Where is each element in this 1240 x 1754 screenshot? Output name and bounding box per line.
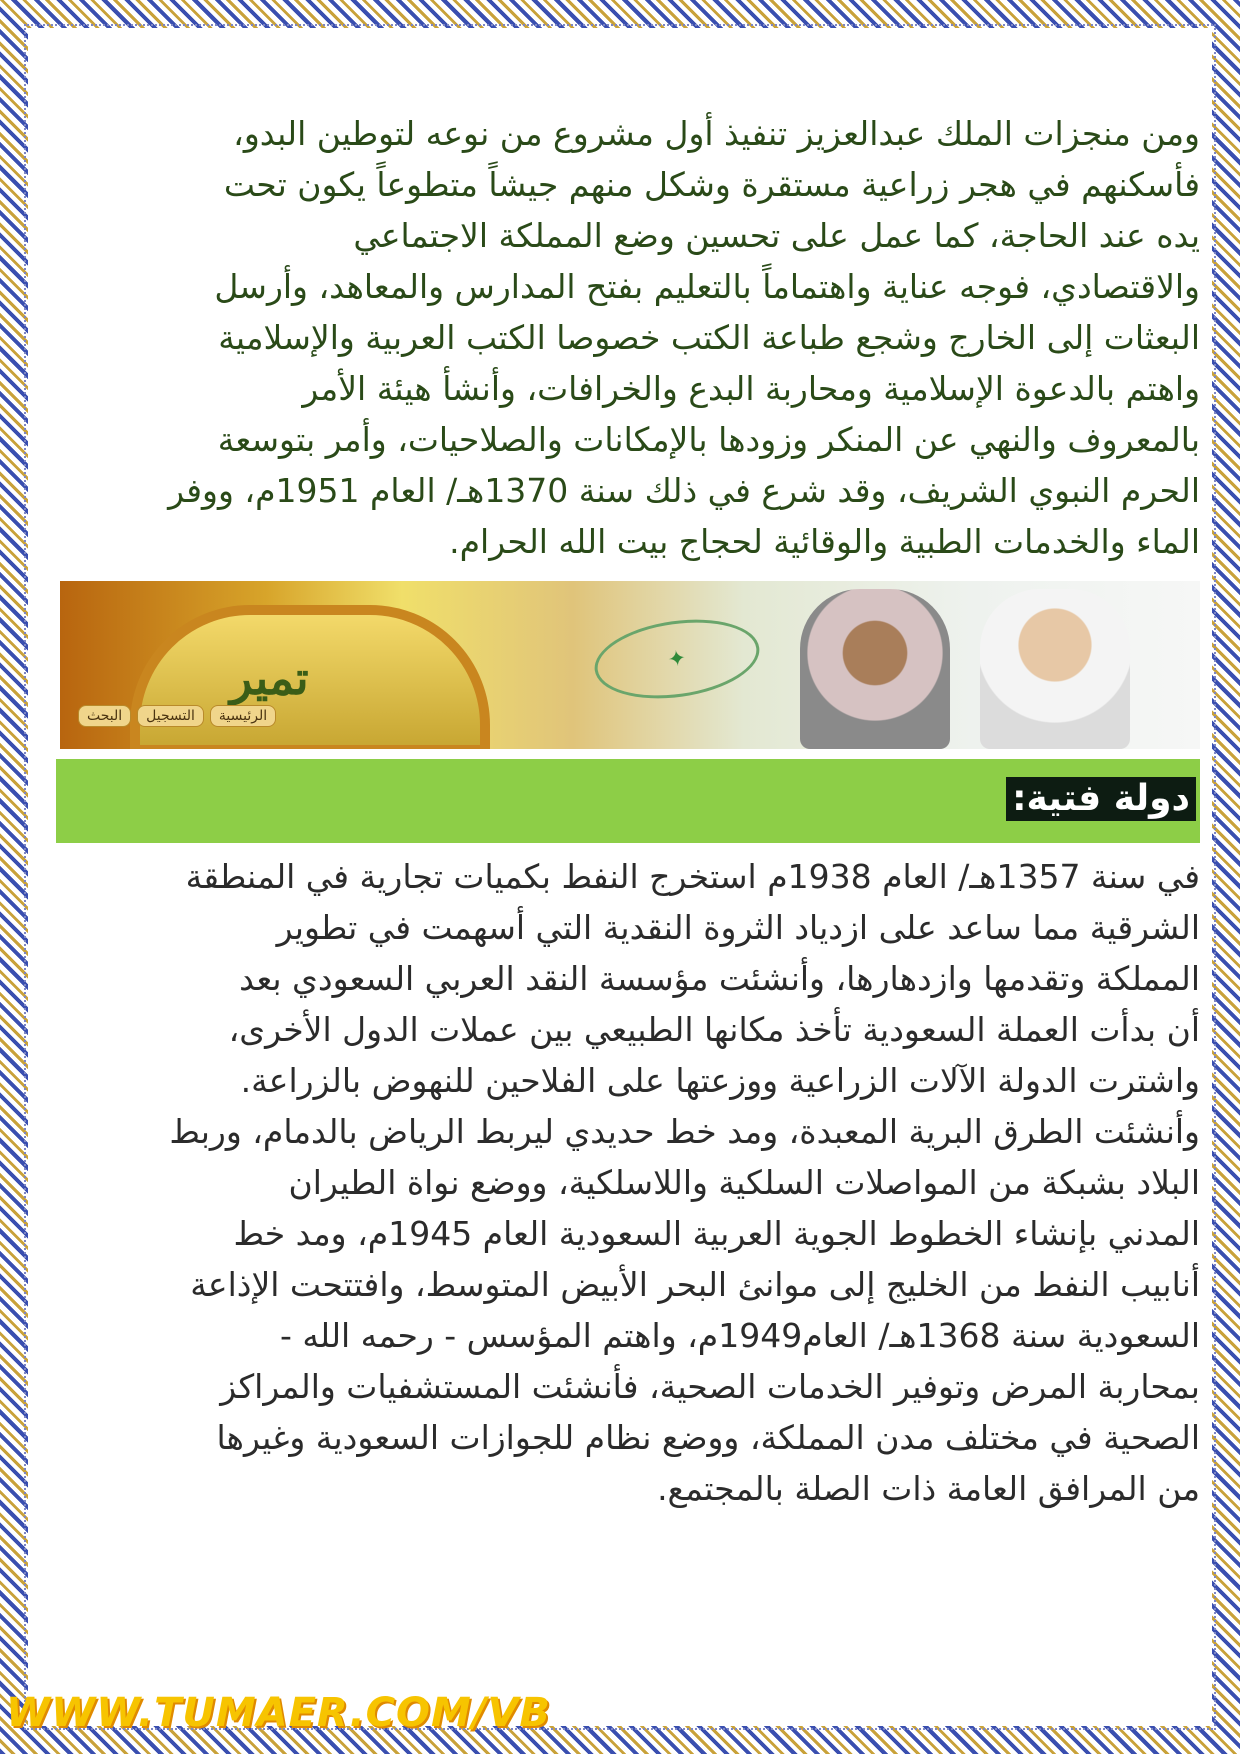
banner-nav-item: البحث <box>78 705 131 727</box>
text-line: واشترت الدولة الآلات الزراعية ووزعتها على الفلاحين للنهوض بالزراعة. <box>240 1061 1200 1100</box>
text-line: الشرقية مما ساعد على ازدياد الثروة النقدية التي أسهمت في تطوير <box>276 908 1200 947</box>
text-line: البعثات إلى الخارج وشجع طباعة الكتب خصوصا الكتب العربية والإسلامية <box>218 318 1200 357</box>
text-line: البلاد بشبكة من المواصلات السلكية واللاسلكية، ووضع نواة الطيران <box>288 1163 1200 1202</box>
text-line: السعودية سنة 1368هـ/ العام1949م، واهتم المؤسس - رحمه الله - <box>279 1316 1200 1355</box>
text-line: من المرافق العامة ذات الصلة بالمجتمع. <box>657 1469 1200 1508</box>
site-watermark: WWW.TUMAER.COM/VB <box>6 1690 551 1736</box>
arch-frame-art <box>130 605 490 749</box>
text-line: بالمعروف والنهي عن المنكر وزودها بالإمكانات والصلاحيات، وأمر بتوسعة <box>217 420 1200 459</box>
text-line: الماء والخدمات الطبية والوقائية لحجاج بيت الله الحرام. <box>449 522 1200 561</box>
text-line: أن بدأت العملة السعودية تأخذ مكانها الطبيعي بين عملات الدول الأخرى، <box>228 1010 1200 1049</box>
section-title: دولة فتية: <box>1006 777 1196 821</box>
paragraph-bottom <box>56 851 1200 1514</box>
text-line: في سنة 1357هـ/ العام 1938م استخرج النفط بكميات تجارية في المنطقة <box>185 857 1200 896</box>
section-header-bar <box>56 759 1200 843</box>
banner-nav <box>78 705 276 727</box>
text-line: الصحية في مختلف مدن المملكة، ووضع نظام للجوازات السعودية وغيرها <box>216 1418 1200 1457</box>
portrait-image <box>980 589 1130 749</box>
paragraph-top <box>56 108 1200 567</box>
text-line: واهتم بالدعوة الإسلامية ومحاربة البدع والخرافات، وأنشأ هيئة الأمر <box>302 369 1200 408</box>
text-line: فأسكنهم في هجر زراعية مستقرة وشكل منهم جيشاً متطوعاً يكون تحت <box>223 165 1200 204</box>
portrait-image <box>800 589 950 749</box>
banner-nav-item: الرئيسية <box>210 705 276 727</box>
text-line: المملكة وتقدمها وازدهارها، وأنشئت مؤسسة النقد العربي السعودي بعد <box>239 959 1200 998</box>
national-day-emblem: ✦ <box>590 610 765 708</box>
banner-image <box>60 581 1200 749</box>
page-content <box>56 108 1200 1514</box>
text-line: والاقتصادي، فوجه عناية واهتماماً بالتعليم بفتح المدارس والمعاهد، وأرسل <box>214 267 1200 306</box>
banner-nav-item: التسجيل <box>137 705 204 727</box>
text-line: وأنشئت الطرق البرية المعبدة، ومد خط حديدي ليربط الرياض بالدمام، وربط <box>169 1112 1200 1151</box>
text-line: ومن منجزات الملك عبدالعزيز تنفيذ أول مشروع من نوعه لتوطين البدو، <box>233 114 1200 153</box>
text-line: بمحاربة المرض وتوفير الخدمات الصحية، فأنشئت المستشفيات والمراكز <box>220 1367 1200 1406</box>
text-line: يده عند الحاجة، كما عمل على تحسين وضع المملكة الاجتماعي <box>353 216 1200 255</box>
text-line: المدني بإنشاء الخطوط الجوية العربية السعودية العام 1945م، ومد خط <box>233 1214 1200 1253</box>
text-line: الحرم النبوي الشريف، وقد شرع في ذلك سنة 1370هـ/ العام 1951م، ووفر <box>168 471 1200 510</box>
text-line: أنابيب النفط من الخليج إلى موانئ البحر الأبيض المتوسط، وافتتحت الإذاعة <box>190 1265 1200 1304</box>
banner-logo-text: تمير <box>230 651 309 705</box>
